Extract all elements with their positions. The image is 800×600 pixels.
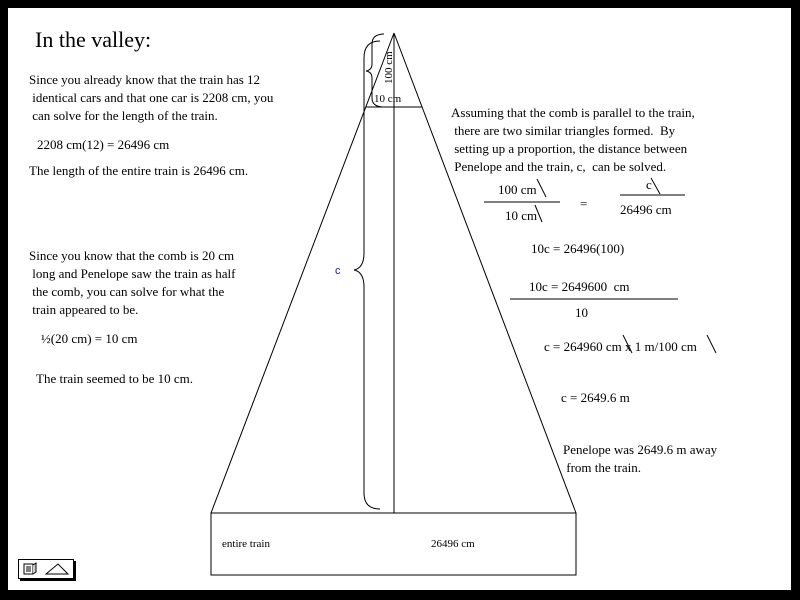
slide [8,8,791,590]
train-label: entire train [222,538,270,550]
slide-navigation[interactable] [18,559,74,579]
page-title: In the valley: [35,27,152,52]
train-length-result: The length of the entire train is 26496 cm. [29,163,249,178]
triangle-icon[interactable] [44,562,70,576]
comb-line-2: long and Penelope saw the train as half [29,266,236,281]
c-brace [354,41,380,509]
equals-sign: = [580,196,588,211]
fraction-2-numerator: c [646,177,652,192]
comb-line-4: train appeared to be. [29,302,139,317]
fraction-2-denominator: 26496 cm [620,202,672,217]
intro-line-3: can solve for the length of the train. [29,108,218,123]
comb-calc: ½(20 cm) = 10 cm [41,331,138,346]
step-2-numerator: 10c = 2649600 cm [529,279,630,294]
conclusion-line-1: Penelope was 2649.6 m away [563,442,718,457]
notebook-icon[interactable] [22,562,38,576]
fraction-1-denominator: 10 cm [505,208,538,223]
cancel-slash-1 [537,179,546,197]
intro-line-2: identical cars and that one car is 2208 cm, you [29,90,274,105]
comb-line-1: Since you know that the comb is 20 cm [29,248,235,263]
intro-line-1: Since you already know that the train has 12 [29,72,261,87]
assume-line-3: setting up a proportion, the distance between [451,141,688,156]
assume-line-2: there are two similar triangles formed. By [451,123,676,138]
step-4: c = 2649.6 m [561,390,630,405]
assume-line-4: Penelope and the train, c, can be solved. [451,159,667,174]
train-length-label: 26496 cm [431,538,475,550]
step-3: c = 264960 cm x 1 m/100 cm [544,339,697,354]
comb-line-3: the comb, you can solve for what the [29,284,225,299]
step-1: 10c = 26496(100) [531,241,625,256]
cancel-slash-5 [707,335,716,353]
fraction-1-numerator: 100 cm [498,182,537,197]
cancel-slash-3 [651,178,660,194]
comb-label: 10 cm [374,93,402,105]
step-2-denominator: 10 [575,305,588,320]
assume-line-1: Assuming that the comb is parallel to the train, [451,105,695,120]
c-label: c [335,265,341,277]
height-label: 100 cm [383,51,395,84]
train-calc: 2208 cm(12) = 26496 cm [37,137,170,152]
apparent-size-result: The train seemed to be 10 cm. [36,371,194,386]
conclusion-line-2: from the train. [563,460,641,475]
